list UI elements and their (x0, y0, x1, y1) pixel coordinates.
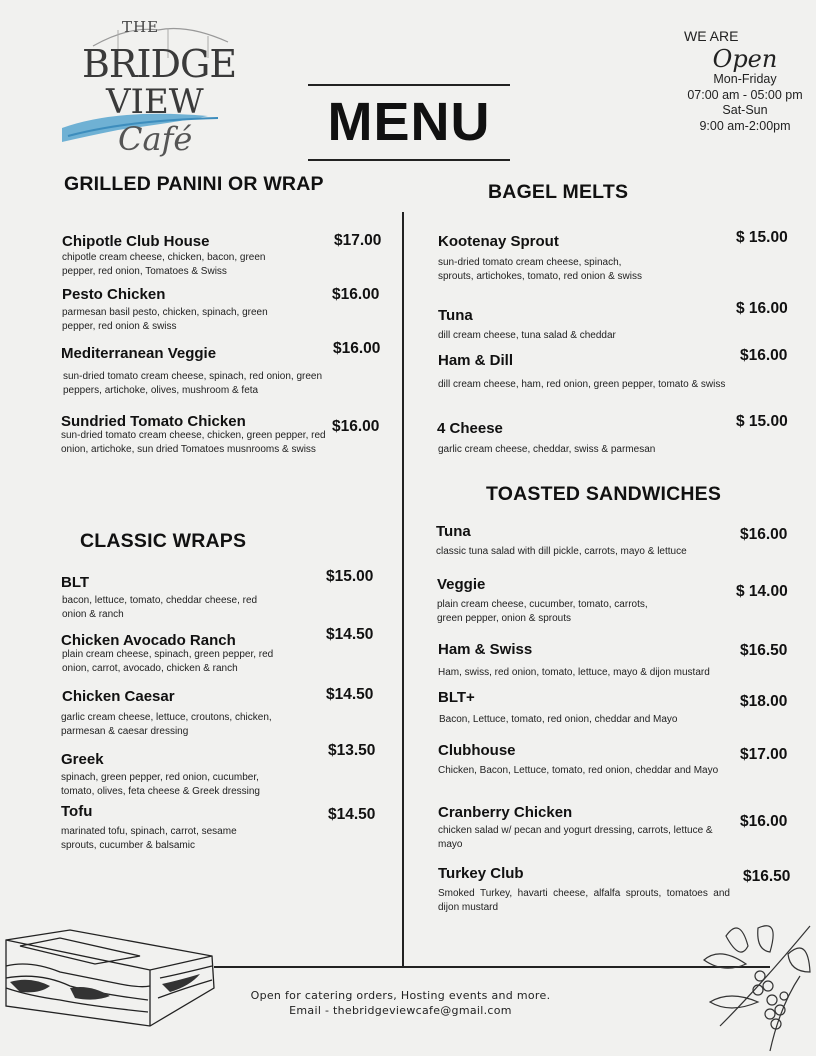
logo-cafe: Café (118, 120, 193, 158)
menu-item-name: Cranberry Chicken (438, 804, 573, 821)
menu-item-name: BLT+ (438, 689, 475, 706)
menu-item-desc: classic tuna salad with dill pickle, carrots, mayo & lettuce (436, 546, 687, 557)
menu-item-desc: plain cream cheese, spinach, green pepper, red onion, carrot, avocado, chicken & ranch (62, 649, 274, 674)
menu-item-price: $17.00 (334, 232, 382, 249)
section-heading-bagels: BAGEL MELTS (488, 181, 629, 203)
column-divider (402, 212, 404, 966)
menu-item-name: Chicken Avocado Ranch (61, 632, 236, 649)
hours-weekend-time: 9:00 am-2:00pm (699, 118, 791, 133)
page-title: MENU (308, 84, 510, 161)
cafe-logo (58, 18, 243, 168)
menu-item-price: $14.50 (326, 626, 374, 643)
menu-item-desc: Bacon, Lettuce, tomato, red onion, cheddar and Mayo (439, 714, 678, 725)
menu-item-price: $ 15.00 (736, 413, 788, 430)
menu-item-price: $15.00 (326, 568, 374, 585)
menu-item-name: 4 Cheese (437, 420, 503, 437)
menu-item-desc: Ham, swiss, red onion, tomato, lettuce, mayo & dijon mustard (438, 667, 710, 678)
logo-view: VIEW (106, 82, 204, 122)
menu-item-price: $ 15.00 (736, 229, 788, 246)
menu-item-desc: sun-dried tomato cream cheese, spinach, sprouts, artichokes, tomato, red onion & swiss (438, 257, 642, 282)
footer-email[interactable]: Email - thebridgeviewcafe@gmail.com (289, 1004, 512, 1017)
menu-item-price: $16.00 (740, 347, 788, 364)
menu-item-name: Tuna (436, 523, 471, 540)
section-heading-toasted: TOASTED SANDWICHES (486, 483, 722, 505)
menu-item-name: Chipotle Club House (62, 233, 210, 250)
menu-item-name: Chicken Caesar (62, 688, 175, 705)
footer-divider (214, 966, 770, 968)
menu-item-price: $ 14.00 (736, 583, 788, 600)
footer-info (214, 988, 587, 1018)
menu-item-price: $17.00 (740, 746, 788, 763)
menu-item-price: $16.00 (332, 286, 380, 303)
menu-item-name: Sundried Tomato Chicken (61, 413, 246, 430)
menu-item-desc: dill cream cheese, ham, red onion, green pepper, tomato & swiss (438, 379, 726, 390)
menu-item-price: $18.00 (740, 693, 788, 710)
sandwich-illustration-icon (0, 926, 215, 1036)
we-are-label: WE ARE (684, 28, 739, 44)
menu-item-name: Tofu (61, 803, 93, 820)
footer-catering-text: Open for catering orders, Hosting events and more. (250, 989, 551, 1002)
menu-item-name: Greek (61, 751, 104, 768)
menu-item-name: Ham & Swiss (438, 641, 533, 658)
logo-bridge: BRIDGE (82, 42, 237, 86)
menu-item-name: Ham & Dill (438, 352, 514, 369)
menu-item-desc: bacon, lettuce, tomato, cheddar cheese, red onion & ranch (62, 595, 258, 620)
menu-item-desc: garlic cream cheese, lettuce, croutons, chicken, parmesan & caesar dressing (61, 712, 272, 737)
menu-item-desc: Chicken, Bacon, Lettuce, tomato, red onion, cheddar and Mayo (438, 765, 719, 776)
menu-item-desc: dill cream cheese, tuna salad & cheddar (438, 330, 616, 341)
menu-item-price: $16.50 (740, 642, 788, 659)
menu-item-price: $16.00 (740, 526, 788, 543)
menu-item-name: Pesto Chicken (62, 286, 166, 303)
menu-item-price: $16.00 (333, 340, 381, 357)
logo-the: THE (122, 18, 160, 36)
menu-item-desc: parmesan basil pesto, chicken, spinach, green pepper, red onion & swiss (62, 307, 268, 332)
menu-item-desc: spinach, green pepper, red onion, cucumber, tomato, olives, feta cheese & Greek dressing (61, 772, 260, 797)
menu-item-name: Kootenay Sprout (438, 233, 559, 250)
hours-weekday-time: 07:00 am - 05:00 pm (687, 87, 803, 102)
menu-item-desc: sun-dried tomato cream cheese, spinach, red onion, green peppers, artichoke, olives, mushroom & feta (63, 371, 323, 396)
section-heading-panini: GRILLED PANINI OR WRAP (64, 173, 324, 195)
menu-item-desc: plain cream cheese, cucumber, tomato, carrots, green pepper, onion & sprouts (437, 599, 648, 624)
hours-weekend-label: Sat-Sun (722, 103, 768, 117)
section-heading-wraps: CLASSIC WRAPS (80, 530, 247, 552)
menu-item-desc: chicken salad w/ pecan and yogurt dressing, carrots, lettuce & mayo (438, 825, 713, 850)
coffee-branch-icon (700, 906, 816, 1056)
menu-item-desc: chipotle cream cheese, chicken, bacon, green pepper, red onion, Tomatoes & Swiss (62, 252, 266, 277)
menu-item-price: $14.50 (326, 686, 374, 703)
open-label: Open (712, 45, 778, 73)
menu-item-name: Tuna (438, 307, 473, 324)
menu-item-desc: sun-dried tomato cream cheese, chicken, green pepper, red onion, artichoke, sun dried Tomatoes musnrooms & swiss (61, 430, 326, 455)
menu-item-desc: marinated tofu, spinach, carrot, sesame sprouts, cucumber & balsamic (61, 826, 237, 851)
hours-weekday-label: Mon-Friday (713, 72, 777, 86)
menu-item-desc: garlic cream cheese, cheddar, swiss & parmesan (438, 444, 656, 455)
menu-item-name: Turkey Club (438, 865, 524, 882)
menu-item-price: $16.00 (332, 418, 380, 435)
menu-item-desc: Smoked Turkey, havarti cheese, alfalfa sprouts, tomatoes and dijon mustard (438, 888, 730, 913)
menu-item-name: Mediterranean Veggie (61, 345, 217, 362)
menu-item-name: BLT (61, 574, 90, 591)
menu-item-price: $16.00 (740, 813, 788, 830)
menu-item-name: Veggie (437, 576, 486, 593)
menu-item-price: $16.50 (743, 868, 791, 885)
menu-item-price: $ 16.00 (736, 300, 788, 317)
opening-hours (684, 28, 806, 134)
menu-item-price: $13.50 (328, 742, 376, 759)
menu-item-name: Clubhouse (438, 742, 516, 759)
menu-item-price: $14.50 (328, 806, 376, 823)
